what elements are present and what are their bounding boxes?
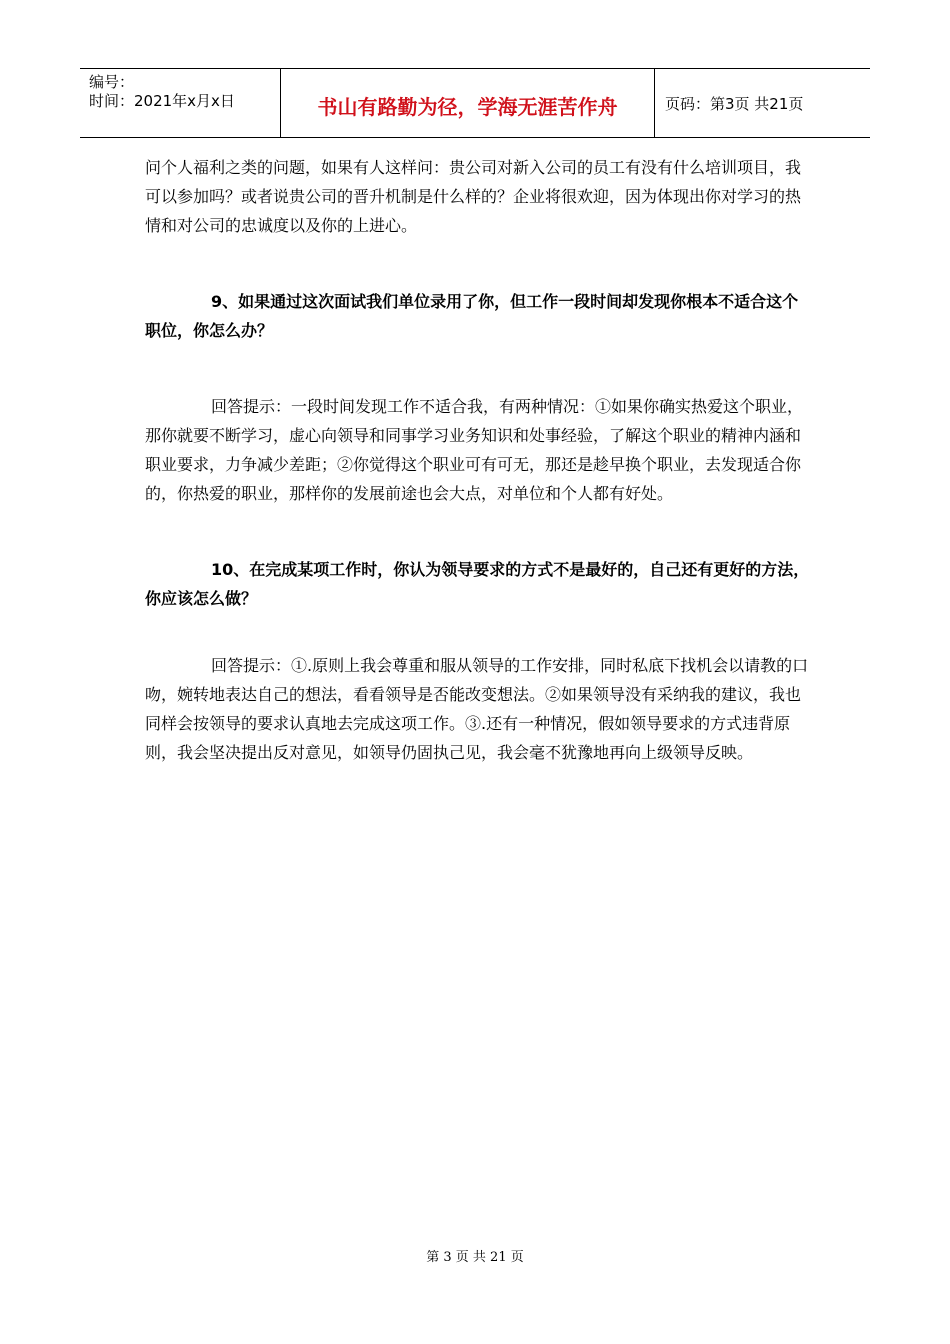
header-page-info: 页码：第3页 共21页	[665, 95, 804, 113]
spacer	[145, 508, 811, 555]
document-number-label: 编号：	[89, 73, 135, 91]
intro-paragraph: 问个人福利之类的问题，如果有人这样问：贵公司对新入公司的员工有没有什么培训项目，我可以参加吗？或者说贵公司的晋升机制是什么样的？企业将很欢迎，因为体现出你对学习的热情和对公司的忠诚度以及你的上进心。	[145, 158, 802, 235]
header-meta-cell	[80, 69, 281, 137]
page-footer: 第 3 页 共 21 页	[426, 1250, 524, 1265]
answer-10: 回答提示：①.原则上我会尊重和服从领导的工作安排，同时私底下找机会以请教的口吻，婉转地表达自己的想法，看看领导是否能改变想法。②如果领导没有采纳我的建议，我也同样会按领导的要求认真地去完成这项工作。③.还有一种情况，假如领导要求的方式违背原则，我会坚决提出反对意见，如领导仍固执己见，我会毫不犹豫地再向上级领导反映。	[145, 656, 809, 762]
header-motto-cell	[281, 69, 655, 137]
spacer	[145, 345, 811, 392]
answer-9: 回答提示：一段时间发现工作不适合我，有两种情况：①如果你确实热爱这个职业，那你就要不断学习，虚心向领导和同事学习业务知识和处事经验，了解这个职业的精神内涵和职业要求，力争减少差距；②你觉得这个职业可有可无，那还是趁早换个职业，去发现适合你的，你热爱的职业，那样你的发展前途也会大点，对单位和个人都有好处。	[145, 397, 804, 503]
header-page-cell	[655, 69, 870, 137]
header-motto: 书山有路勤为径，学海无涯苦作舟	[317, 95, 618, 119]
spacer	[145, 240, 811, 287]
question-10: 10、在完成某项工作时，你认为领导要求的方式不是最好的，自己还有更好的方法，你应该怎么做？	[145, 560, 810, 608]
document-body	[145, 153, 811, 767]
page-header	[80, 68, 870, 138]
document-date-label: 时间：2021年x月x日	[89, 92, 235, 110]
question-9: 9、如果通过这次面试我们单位录用了你，但工作一段时间却发现你根本不适合这个职位，你怎么办？	[145, 292, 799, 340]
spacer	[145, 613, 811, 651]
